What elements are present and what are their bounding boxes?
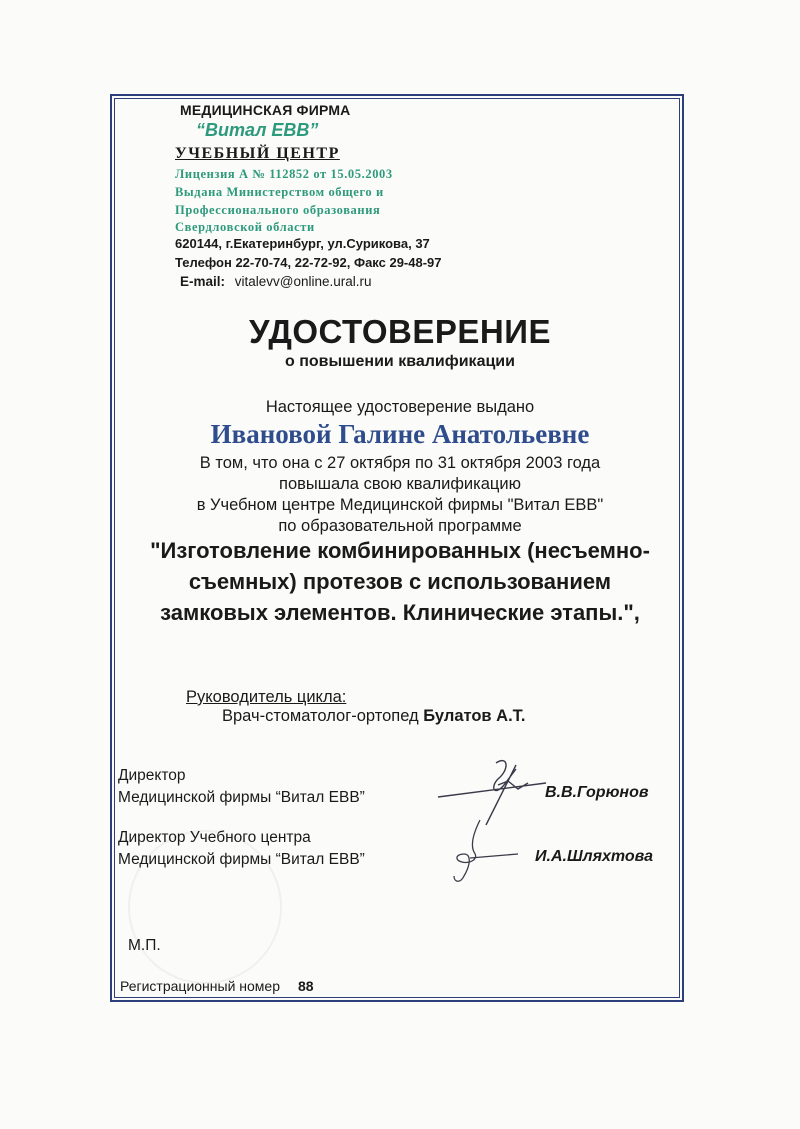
seal-place-mark: М.П. [128, 937, 161, 954]
training-center-title: УЧЕБНЫЙ ЦЕНТР [175, 145, 340, 162]
signature-label-line: Директор Учебного центра [118, 829, 311, 846]
signature-label-line: Медицинской фирмы “Витал ЕВВ” [118, 851, 365, 868]
program-line: съемных) протезов с использованием [188, 569, 612, 594]
phones: Телефон 22-70-74, 22-72-92, Факс 29-48-97 [175, 255, 442, 270]
signature-name: В.В.Горюнов [545, 784, 649, 801]
document-subtitle: о повышении квалификации [285, 353, 515, 370]
signature-label-center-director [118, 827, 418, 871]
document-title: УДОСТОВЕРЕНИЕ [249, 313, 551, 350]
firm-label: МЕДИЦИНСКАЯ ФИРМА [180, 102, 351, 118]
cycle-head-row [222, 707, 525, 726]
body-line: повышала свою квалификацию [279, 475, 521, 493]
registration-row [120, 978, 314, 994]
email-label: E-mail: [180, 274, 226, 289]
cycle-head-name: Булатов А.Т. [423, 707, 526, 725]
signature-name: И.А.Шляхтова [535, 848, 654, 865]
email-value: vitalevv@online.ural.ru [234, 274, 372, 289]
signature-label-line: Директор [118, 767, 186, 784]
cycle-head-label: Руководитель цикла: [186, 688, 347, 706]
license-line: Лицензия А № 112852 от 15.05.2003 [175, 167, 393, 181]
signature-label-director [118, 765, 418, 809]
registration-label: Регистрационный номер [120, 978, 280, 994]
body-line: В том, что она с 27 октября по 31 октября 2003 года [199, 454, 601, 472]
program-title [0, 535, 800, 628]
signature-label-line: Медицинской фирмы “Витал ЕВВ” [118, 789, 365, 806]
license-line: Профессионального образования [175, 203, 381, 217]
firm-name: “Витал ЕВВ” [196, 120, 319, 140]
issued-to-text: Настоящее удостоверение выдано [265, 398, 535, 416]
body-line: по образовательной программе [278, 517, 522, 535]
license-line: Выдана Министерством общего и [175, 185, 384, 199]
handwritten-signature-director [438, 755, 548, 825]
registration-number: 88 [298, 978, 314, 994]
program-line: "Изготовление комбинированных (несъемно- [150, 538, 650, 563]
address: 620144, г.Екатеринбург, ул.Сурикова, 37 [175, 236, 430, 251]
recipient-name: Ивановой Галине Анатольевне [210, 419, 590, 449]
cycle-head-position: Врач-стоматолог-ортопед [222, 707, 424, 725]
email-row [180, 274, 372, 289]
license-line: Свердловской области [175, 220, 315, 234]
program-line: замковых элементов. Клинические этапы.", [160, 600, 640, 625]
body-line: в Учебном центре Медицинской фирмы "Витал ЕВВ" [196, 496, 604, 514]
handwritten-signature-center-director [440, 818, 520, 888]
